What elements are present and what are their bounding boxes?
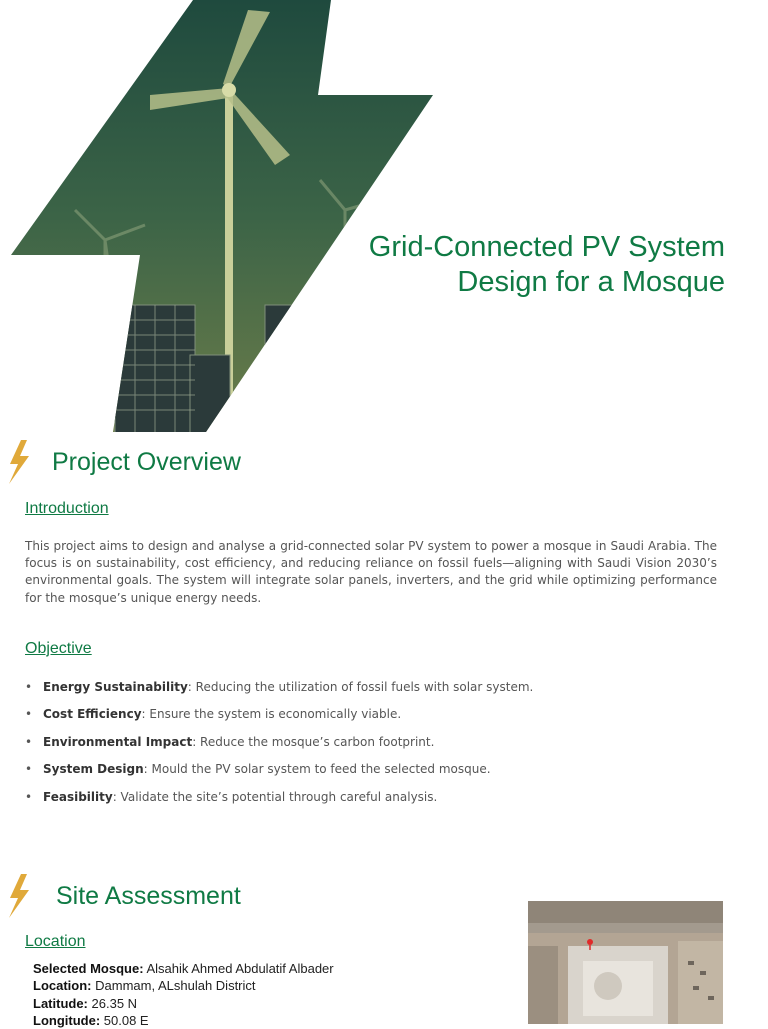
objective-heading: Objective xyxy=(25,640,92,657)
section-heading: Project Overview xyxy=(52,447,241,476)
detail-label: Longitude: xyxy=(33,1012,101,1028)
detail-row xyxy=(33,995,334,1012)
detail-value: 26.35 N xyxy=(91,995,138,1011)
detail-value: Dammam, ALshulah District xyxy=(95,978,256,994)
objective-list xyxy=(25,680,725,817)
objective-text: : Ensure the system is economically viable. xyxy=(141,707,402,722)
objective-text: : Validate the site’s potential through careful analysis. xyxy=(112,789,438,804)
location-heading: Location xyxy=(25,933,86,950)
objective-label: Environmental Impact xyxy=(43,734,193,749)
site-assessment-header xyxy=(6,874,241,918)
lightning-bolt-icon xyxy=(6,874,32,918)
introduction-text: This project aims to design and analyse a grid-connected solar PV system to power a mosque in Saudi Arabia. The focus is on sustainability, cost efficiency, and reducing reliance on fossil fuels—aligning with Saudi Vision 2030’s environmental goals. The system will integrate solar panels, inverters, and the grid while optimizing performance for the mosque’s unique energy needs. xyxy=(25,539,717,605)
objective-label: System Design xyxy=(43,762,144,777)
detail-row xyxy=(33,1012,334,1029)
objective-text: : Reduce the mosque’s carbon footprint. xyxy=(192,734,435,749)
title-line-2: Design for a Mosque xyxy=(457,266,725,298)
objective-text: : Reducing the utilization of fossil fuels with solar system. xyxy=(187,680,534,694)
list-item xyxy=(25,707,725,734)
detail-row xyxy=(33,960,334,977)
detail-label: Selected Mosque: xyxy=(33,961,144,976)
hero-image xyxy=(0,0,440,435)
bullet: • xyxy=(25,707,33,722)
introduction-heading: Introduction xyxy=(25,500,109,517)
project-overview-header xyxy=(6,440,241,484)
detail-value: Alsahik Ahmed Abdulatif Albader xyxy=(146,961,334,976)
objective-label: Cost Efficiency xyxy=(43,707,142,722)
location-details xyxy=(33,960,334,1029)
objective-text: : Mould the PV solar system to feed the selected mosque. xyxy=(143,762,491,777)
objective-label: Energy Sustainability xyxy=(43,680,188,694)
objective-label: Feasibility xyxy=(43,789,113,804)
detail-label: Location: xyxy=(33,978,92,994)
list-item xyxy=(25,790,725,817)
list-item xyxy=(25,762,725,789)
detail-row xyxy=(33,977,334,994)
detail-value: 50.08 E xyxy=(103,1012,149,1028)
title-line-1: Grid-Connected PV System xyxy=(368,231,725,263)
bullet: • xyxy=(25,680,33,694)
bullet: • xyxy=(25,789,33,804)
list-item xyxy=(25,680,725,707)
bullet: • xyxy=(25,762,33,777)
detail-label: Latitude: xyxy=(33,995,88,1011)
list-item xyxy=(25,735,725,762)
satellite-map-image xyxy=(528,901,723,1024)
document-title xyxy=(369,230,725,300)
lightning-bolt-icon xyxy=(6,440,32,484)
bullet: • xyxy=(25,734,33,749)
section-heading: Site Assessment xyxy=(56,881,241,910)
